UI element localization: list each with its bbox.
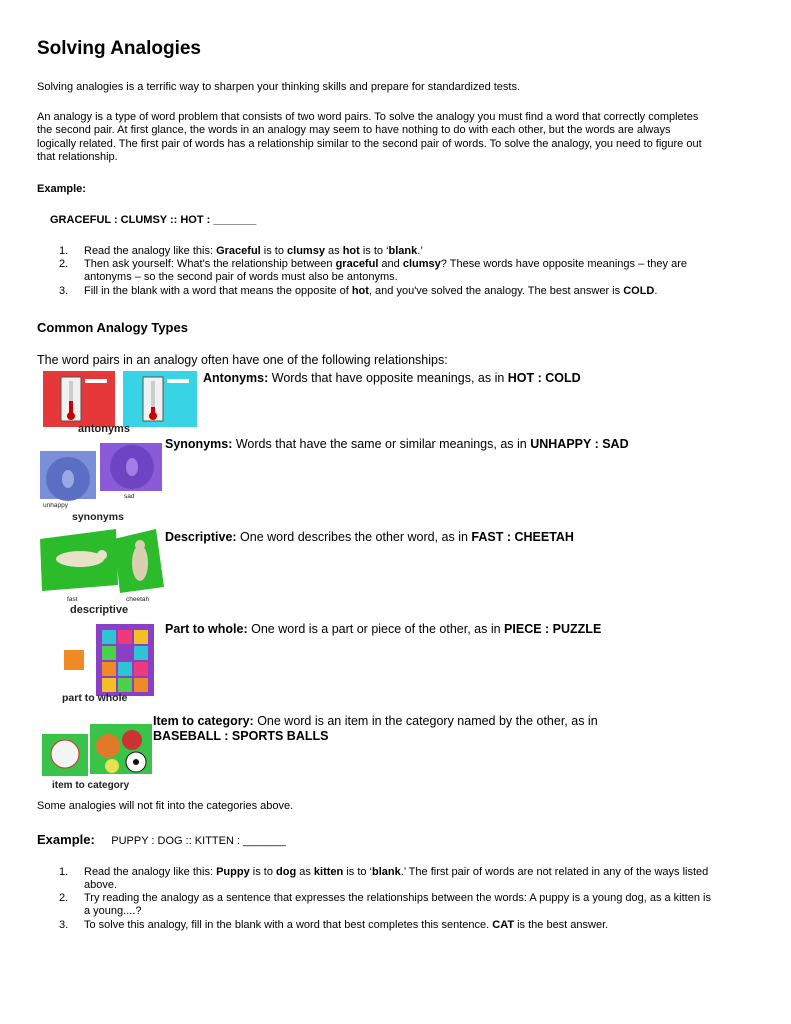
text: .’ The first pair of words are not related in any of the ways listed [400,866,709,878]
text: COLD [623,285,655,297]
analogy-type-descriptive [165,530,574,545]
text: ? These words have opposite meanings – they are [440,258,687,270]
text: blank [372,866,401,878]
list-number: 3. [59,285,69,297]
image-caption: item to category [52,780,130,791]
text: as [324,245,343,257]
text: is to ‘ [359,245,389,257]
intro-paragraph: Solving analogies is a terrific way to sharpen your thinking skills and prepare for standardized tests. [37,81,521,93]
example-label: Example: [37,832,95,847]
image-word: cheetah [126,596,150,603]
categories-note: Some analogies will not fit into the categories above. [37,800,294,812]
text: is to [260,245,288,257]
text: CAT [492,919,515,931]
thermometer-icon [43,371,197,427]
type-example: UNHAPPY : SAD [530,437,629,451]
text: is to ‘ [343,866,372,878]
image-word: fast [67,596,78,603]
example-analogy: PUPPY : DOG :: KITTEN : _______ [111,835,286,847]
text: kitten [313,866,344,878]
text: graceful [335,258,379,270]
image-caption: part to whole [62,692,128,704]
type-description: Words that have the same or similar meanings, as in [232,437,531,451]
type-label: Part to whole: [165,622,248,636]
cheetah-icon [40,529,164,593]
puzzle-icon [62,624,154,696]
type-description: One word describes the other word, as in [236,530,472,544]
list-item [37,258,757,284]
list-number: 2. [59,892,69,904]
text: . [654,285,658,297]
definition-paragraph [37,111,702,165]
text: Try reading the analogy as a sentence that expresses the relationships between the words: A puppy is a young dog, as a kitten is [84,892,711,904]
example-analogy: GRACEFUL : CLUMSY :: HOT : _______ [50,214,257,226]
list-number: 1. [59,245,69,257]
type-description: One word is a part or piece of the other, as in [247,622,505,636]
definition-line: that relationship. [37,151,118,164]
text: and [378,258,403,270]
definition-line: An analogy is a type of word problem that consists of two word pairs. To solve the analogy you must find a word that correctly completes [37,111,699,123]
text: antonyms – so the second pair of words must also be antonyms. [84,271,398,283]
type-label: Synonyms: [165,437,233,451]
list-number: 1. [59,866,69,878]
text: To solve this analogy, fill in the blank with a word that best completes this sentence. [84,919,493,931]
text: , and you've solved the analogy. The best answer is [368,285,624,297]
text: a young....? [84,905,142,917]
analogy-type-antonyms [203,371,581,386]
text: hot [351,285,369,297]
list-number: 2. [59,258,69,270]
type-label: Item to category: [153,714,254,728]
text: is to [249,866,277,878]
section-heading: Common Analogy Types [37,320,188,335]
type-example: FAST : CHEETAH [471,530,574,544]
image-caption: descriptive [70,604,129,616]
text: Read the analogy like this: [84,866,217,878]
text: is the best answer. [514,919,609,931]
list-item [37,919,757,932]
image-caption: antonyms [78,423,130,435]
text: dog [276,866,297,878]
text: blank [388,245,418,257]
definition-line: logically related. The first pair of words has a relationship similar to the second pair of words. To solve the analogy, you need to figure out [37,137,702,150]
type-description: One word is an item in the category named by the other, as in [253,714,598,728]
type-example: HOT : COLD [507,371,581,385]
text: clumsy [287,245,325,257]
text: clumsy [402,258,441,270]
list-number: 3. [59,919,69,931]
text: hot [342,245,360,257]
type-example: PIECE : PUZZLE [504,622,602,636]
example-steps-list [37,245,757,298]
image-word: sad [124,493,135,500]
image-caption: synonyms [72,511,124,523]
section-intro: The word pairs in an analogy often have one of the following relationships: [37,353,448,367]
example2-steps-list [37,866,757,932]
text: .’ [417,245,423,257]
list-item [37,245,757,258]
text: Fill in the blank with a word that means the opposite of [84,285,352,297]
type-example: BASEBALL : SPORTS BALLS [153,729,329,743]
example2-header [37,831,286,849]
page-title: Solving Analogies [37,38,201,59]
list-item [37,285,757,298]
text: Graceful [216,245,261,257]
list-item [37,892,757,918]
example-label: Example: [37,183,86,195]
list-item [37,866,757,892]
faces-icon [40,443,162,501]
text: as [296,866,314,878]
type-label: Antonyms: [203,371,269,385]
text: Puppy [216,866,250,878]
analogy-type-synonyms [165,437,629,452]
text: Then ask yourself: What's the relationship between [84,258,336,270]
type-description: Words that have opposite meanings, as in [268,371,508,385]
image-word: unhappy [43,502,68,509]
definition-line: the second pair. At first glance, the words in an analogy may seem to have nothing to do with each other, but the words are always [37,124,671,137]
text: above. [84,879,118,891]
type-label: Descriptive: [165,530,237,544]
sports-balls-icon [42,724,152,778]
analogy-type-part-to-whole [165,622,601,637]
text: Read the analogy like this: [84,245,217,257]
analogy-type-item-to-category [153,714,653,744]
